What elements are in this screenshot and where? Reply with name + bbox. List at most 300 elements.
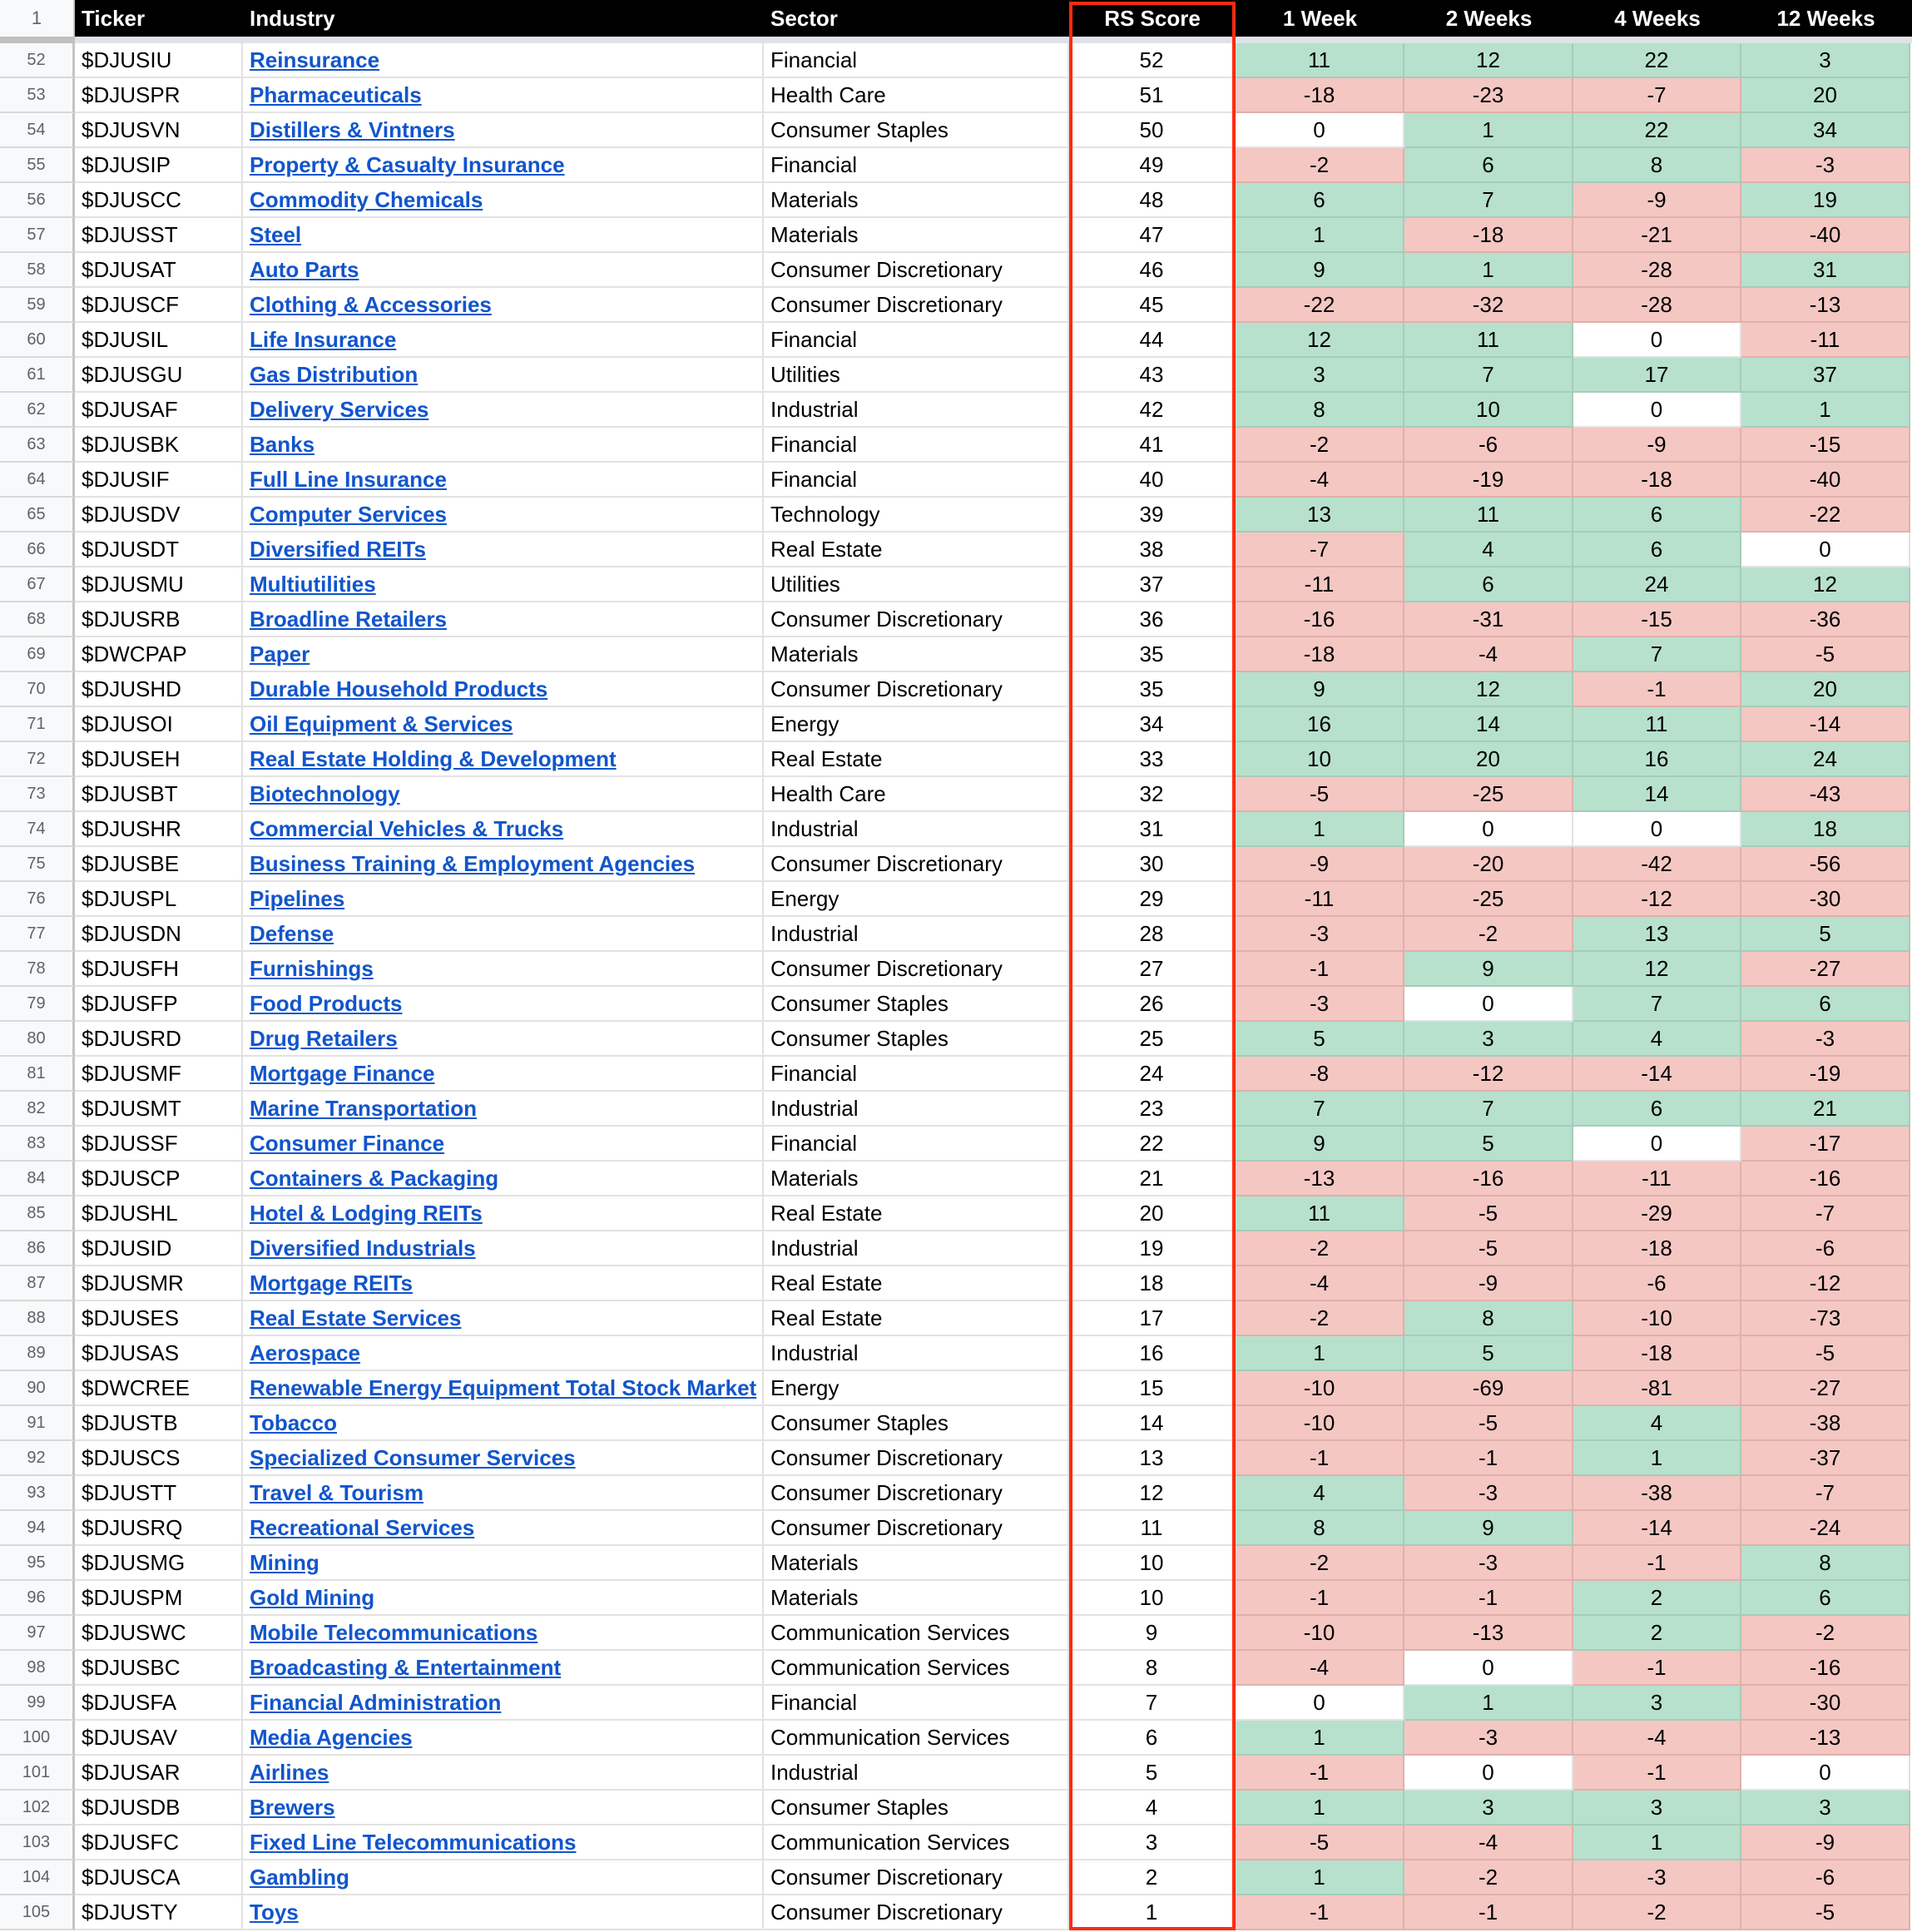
industry-cell[interactable] — [243, 1406, 764, 1441]
ticker-cell[interactable]: $DJUSFA — [75, 1686, 243, 1721]
change-4-weeks-cell[interactable]: -15 — [1573, 602, 1741, 637]
sector-cell[interactable]: Financial — [764, 1057, 1069, 1092]
sector-cell[interactable]: Real Estate — [764, 1301, 1069, 1336]
ticker-cell[interactable]: $DJUSCP — [75, 1162, 243, 1196]
rs-score-cell[interactable]: 38 — [1069, 533, 1236, 567]
ticker-cell[interactable]: $DJUSDV — [75, 498, 243, 533]
industry-cell[interactable] — [243, 777, 764, 812]
sector-cell[interactable]: Consumer Discretionary — [764, 1511, 1069, 1546]
change-4-weeks-cell[interactable]: -42 — [1573, 847, 1741, 882]
rs-score-cell[interactable]: 22 — [1069, 1127, 1236, 1162]
rs-score-cell[interactable]: 31 — [1069, 812, 1236, 847]
change-4-weeks-cell[interactable]: -1 — [1573, 1756, 1741, 1791]
industry-link[interactable]: Mortgage REITs — [250, 1270, 413, 1295]
change-12-weeks-cell[interactable]: -2 — [1741, 1616, 1910, 1651]
rs-score-cell[interactable]: 43 — [1069, 358, 1236, 393]
change-2-weeks-cell[interactable]: -18 — [1404, 218, 1573, 253]
change-2-weeks-cell[interactable]: 3 — [1404, 1022, 1573, 1057]
industry-cell[interactable] — [243, 1756, 764, 1791]
change-1-week-cell[interactable]: 9 — [1236, 672, 1404, 707]
change-4-weeks-cell[interactable]: -18 — [1573, 1231, 1741, 1266]
industry-link[interactable]: Property & Casualty Insurance — [250, 151, 565, 177]
industry-link[interactable]: Gas Distribution — [250, 361, 419, 387]
change-1-week-cell[interactable]: -9 — [1236, 847, 1404, 882]
change-2-weeks-cell[interactable]: 5 — [1404, 1336, 1573, 1371]
industry-link[interactable]: Distillers & Vintners — [250, 116, 455, 142]
change-1-week-cell[interactable]: 7 — [1236, 1092, 1404, 1127]
change-4-weeks-cell[interactable]: 4 — [1573, 1022, 1741, 1057]
change-2-weeks-cell[interactable]: 7 — [1404, 358, 1573, 393]
change-4-weeks-cell[interactable]: 8 — [1573, 148, 1741, 183]
row-number[interactable]: 84 — [0, 1162, 75, 1196]
change-1-week-cell[interactable]: -22 — [1236, 288, 1404, 323]
industry-cell[interactable] — [243, 1231, 764, 1266]
ticker-cell[interactable]: $DJUSFC — [75, 1825, 243, 1860]
sector-cell[interactable]: Utilities — [764, 567, 1069, 602]
change-1-week-cell[interactable]: 6 — [1236, 183, 1404, 218]
ticker-cell[interactable]: $DJUSBK — [75, 428, 243, 463]
change-1-week-cell[interactable]: 11 — [1236, 1196, 1404, 1231]
change-1-week-cell[interactable]: -7 — [1236, 533, 1404, 567]
sector-cell[interactable]: Consumer Discretionary — [764, 1895, 1069, 1930]
sector-cell[interactable]: Communication Services — [764, 1721, 1069, 1756]
change-1-week-cell[interactable]: 9 — [1236, 253, 1404, 288]
ticker-cell[interactable]: $DJUSIP — [75, 148, 243, 183]
change-4-weeks-cell[interactable]: 11 — [1573, 707, 1741, 742]
ticker-cell[interactable]: $DJUSRD — [75, 1022, 243, 1057]
row-number[interactable]: 52 — [0, 43, 75, 78]
column-header-4-weeks[interactable]: 4 Weeks — [1614, 5, 1701, 31]
change-4-weeks-cell[interactable]: 6 — [1573, 1092, 1741, 1127]
change-2-weeks-cell[interactable]: -1 — [1404, 1441, 1573, 1476]
change-1-week-cell[interactable]: -1 — [1236, 1581, 1404, 1616]
change-4-weeks-cell[interactable]: 24 — [1573, 567, 1741, 602]
rs-score-cell[interactable]: 48 — [1069, 183, 1236, 218]
row-number[interactable]: 100 — [0, 1721, 75, 1756]
rs-score-cell[interactable]: 10 — [1069, 1546, 1236, 1581]
change-2-weeks-cell[interactable]: -25 — [1404, 882, 1573, 917]
sector-cell[interactable]: Consumer Staples — [764, 1791, 1069, 1825]
change-1-week-cell[interactable]: -18 — [1236, 78, 1404, 113]
change-1-week-cell[interactable]: -2 — [1236, 1546, 1404, 1581]
ticker-cell[interactable]: $DJUSAT — [75, 253, 243, 288]
change-2-weeks-cell[interactable]: 0 — [1404, 987, 1573, 1022]
ticker-cell[interactable]: $DJUSTB — [75, 1406, 243, 1441]
change-12-weeks-cell[interactable]: 3 — [1741, 1791, 1910, 1825]
change-2-weeks-cell[interactable]: -2 — [1404, 1860, 1573, 1895]
sector-cell[interactable]: Consumer Discretionary — [764, 952, 1069, 987]
change-1-week-cell[interactable]: 1 — [1236, 1791, 1404, 1825]
change-12-weeks-cell[interactable]: -3 — [1741, 1022, 1910, 1057]
change-4-weeks-cell[interactable]: 3 — [1573, 1686, 1741, 1721]
row-number[interactable]: 55 — [0, 148, 75, 183]
rs-score-cell[interactable]: 52 — [1069, 43, 1236, 78]
change-2-weeks-cell[interactable]: 9 — [1404, 952, 1573, 987]
rs-score-cell[interactable]: 32 — [1069, 777, 1236, 812]
industry-cell[interactable] — [243, 1266, 764, 1301]
ticker-cell[interactable]: $DJUSOI — [75, 707, 243, 742]
change-12-weeks-cell[interactable]: -7 — [1741, 1196, 1910, 1231]
row-number[interactable]: 61 — [0, 358, 75, 393]
change-2-weeks-cell[interactable]: -9 — [1404, 1266, 1573, 1301]
change-1-week-cell[interactable]: 1 — [1236, 1860, 1404, 1895]
rs-score-cell[interactable]: 12 — [1069, 1476, 1236, 1511]
change-2-weeks-cell[interactable]: 7 — [1404, 183, 1573, 218]
ticker-cell[interactable]: $DJUSTY — [75, 1895, 243, 1930]
change-2-weeks-cell[interactable]: 20 — [1404, 742, 1573, 777]
change-12-weeks-cell[interactable]: 20 — [1741, 78, 1910, 113]
row-number[interactable]: 93 — [0, 1476, 75, 1511]
industry-cell[interactable] — [243, 707, 764, 742]
industry-cell[interactable] — [243, 847, 764, 882]
change-2-weeks-cell[interactable]: 9 — [1404, 1511, 1573, 1546]
change-1-week-cell[interactable]: -5 — [1236, 777, 1404, 812]
change-1-week-cell[interactable]: 9 — [1236, 1127, 1404, 1162]
industry-cell[interactable] — [243, 148, 764, 183]
row-number[interactable]: 88 — [0, 1301, 75, 1336]
row-number[interactable]: 60 — [0, 323, 75, 358]
change-4-weeks-cell[interactable]: 2 — [1573, 1616, 1741, 1651]
rs-score-cell[interactable]: 49 — [1069, 148, 1236, 183]
industry-cell[interactable] — [243, 1371, 764, 1406]
ticker-cell[interactable]: $DJUSAR — [75, 1756, 243, 1791]
ticker-cell[interactable]: $DJUSSF — [75, 1127, 243, 1162]
rs-score-cell[interactable]: 19 — [1069, 1231, 1236, 1266]
sector-cell[interactable]: Industrial — [764, 917, 1069, 952]
row-number[interactable]: 54 — [0, 113, 75, 148]
change-12-weeks-cell[interactable]: -11 — [1741, 323, 1910, 358]
ticker-cell[interactable]: $DJUSMT — [75, 1092, 243, 1127]
industry-cell[interactable] — [243, 113, 764, 148]
industry-cell[interactable] — [243, 1651, 764, 1686]
change-1-week-cell[interactable]: -18 — [1236, 637, 1404, 672]
change-12-weeks-cell[interactable]: -5 — [1741, 1336, 1910, 1371]
industry-link[interactable]: Broadline Retailers — [250, 606, 447, 632]
sector-cell[interactable]: Consumer Staples — [764, 113, 1069, 148]
rs-score-cell[interactable]: 30 — [1069, 847, 1236, 882]
sector-cell[interactable]: Financial — [764, 43, 1069, 78]
row-number[interactable]: 70 — [0, 672, 75, 707]
industry-cell[interactable] — [243, 602, 764, 637]
column-header-industry[interactable]: Industry — [250, 5, 335, 31]
row-number[interactable]: 69 — [0, 637, 75, 672]
change-2-weeks-cell[interactable]: -20 — [1404, 847, 1573, 882]
industry-cell[interactable] — [243, 1057, 764, 1092]
ticker-cell[interactable]: $DJUSFP — [75, 987, 243, 1022]
industry-cell[interactable] — [243, 987, 764, 1022]
rs-score-cell[interactable]: 39 — [1069, 498, 1236, 533]
change-4-weeks-cell[interactable]: 3 — [1573, 1791, 1741, 1825]
industry-cell[interactable] — [243, 1860, 764, 1895]
ticker-cell[interactable]: $DJUSRQ — [75, 1511, 243, 1546]
rs-score-cell[interactable]: 18 — [1069, 1266, 1236, 1301]
change-12-weeks-cell[interactable]: 37 — [1741, 358, 1910, 393]
change-1-week-cell[interactable]: 5 — [1236, 1022, 1404, 1057]
industry-link[interactable]: Durable Household Products — [250, 676, 548, 701]
industry-link[interactable]: Pipelines — [250, 885, 345, 911]
ticker-cell[interactable]: $DJUSIU — [75, 43, 243, 78]
industry-link[interactable]: Mortgage Finance — [250, 1060, 435, 1086]
industry-cell[interactable] — [243, 358, 764, 393]
rs-score-cell[interactable]: 26 — [1069, 987, 1236, 1022]
industry-link[interactable]: Mining — [250, 1549, 319, 1575]
row-number[interactable]: 89 — [0, 1336, 75, 1371]
rs-score-cell[interactable]: 2 — [1069, 1860, 1236, 1895]
change-2-weeks-cell[interactable]: 8 — [1404, 1301, 1573, 1336]
change-4-weeks-cell[interactable]: -81 — [1573, 1371, 1741, 1406]
change-1-week-cell[interactable]: 8 — [1236, 393, 1404, 428]
ticker-cell[interactable]: $DJUSDN — [75, 917, 243, 952]
row-number[interactable]: 56 — [0, 183, 75, 218]
change-1-week-cell[interactable]: -2 — [1236, 1231, 1404, 1266]
sector-cell[interactable]: Materials — [764, 218, 1069, 253]
industry-link[interactable]: Paper — [250, 641, 310, 666]
sector-cell[interactable]: Real Estate — [764, 533, 1069, 567]
rs-score-cell[interactable]: 47 — [1069, 218, 1236, 253]
sector-cell[interactable]: Consumer Staples — [764, 1406, 1069, 1441]
change-2-weeks-cell[interactable]: -2 — [1404, 917, 1573, 952]
industry-cell[interactable] — [243, 1686, 764, 1721]
industry-link[interactable]: Toys — [250, 1899, 299, 1925]
change-1-week-cell[interactable]: -3 — [1236, 917, 1404, 952]
change-1-week-cell[interactable]: -2 — [1236, 428, 1404, 463]
row-number[interactable]: 92 — [0, 1441, 75, 1476]
change-4-weeks-cell[interactable]: 6 — [1573, 498, 1741, 533]
change-4-weeks-cell[interactable]: -7 — [1573, 78, 1741, 113]
change-2-weeks-cell[interactable]: 7 — [1404, 1092, 1573, 1127]
industry-cell[interactable] — [243, 288, 764, 323]
sector-cell[interactable]: Industrial — [764, 1092, 1069, 1127]
rs-score-cell[interactable]: 41 — [1069, 428, 1236, 463]
industry-cell[interactable] — [243, 1441, 764, 1476]
rs-score-cell[interactable]: 44 — [1069, 323, 1236, 358]
industry-cell[interactable] — [243, 253, 764, 288]
row-number[interactable]: 105 — [0, 1895, 75, 1930]
rs-score-cell[interactable]: 13 — [1069, 1441, 1236, 1476]
industry-link[interactable]: Diversified REITs — [250, 536, 426, 562]
industry-cell[interactable] — [243, 567, 764, 602]
change-2-weeks-cell[interactable]: 11 — [1404, 323, 1573, 358]
change-1-week-cell[interactable]: -4 — [1236, 463, 1404, 498]
ticker-cell[interactable]: $DJUSEH — [75, 742, 243, 777]
change-4-weeks-cell[interactable]: 0 — [1573, 393, 1741, 428]
change-4-weeks-cell[interactable]: 22 — [1573, 43, 1741, 78]
change-1-week-cell[interactable]: -1 — [1236, 1756, 1404, 1791]
ticker-cell[interactable]: $DJUSAS — [75, 1336, 243, 1371]
rs-score-cell[interactable]: 24 — [1069, 1057, 1236, 1092]
change-2-weeks-cell[interactable]: 0 — [1404, 1651, 1573, 1686]
change-2-weeks-cell[interactable]: 10 — [1404, 393, 1573, 428]
change-4-weeks-cell[interactable]: -10 — [1573, 1301, 1741, 1336]
industry-link[interactable]: Life Insurance — [250, 326, 397, 352]
industry-link[interactable]: Real Estate Services — [250, 1305, 462, 1330]
change-1-week-cell[interactable]: -10 — [1236, 1616, 1404, 1651]
ticker-cell[interactable]: $DJUSCC — [75, 183, 243, 218]
ticker-cell[interactable]: $DWCREE — [75, 1371, 243, 1406]
row-number[interactable]: 91 — [0, 1406, 75, 1441]
industry-link[interactable]: Fixed Line Telecommunications — [250, 1829, 577, 1855]
change-4-weeks-cell[interactable]: -1 — [1573, 1651, 1741, 1686]
change-4-weeks-cell[interactable]: -11 — [1573, 1162, 1741, 1196]
change-12-weeks-cell[interactable]: 21 — [1741, 1092, 1910, 1127]
ticker-cell[interactable]: $DJUSBE — [75, 847, 243, 882]
ticker-cell[interactable]: $DJUSES — [75, 1301, 243, 1336]
ticker-cell[interactable]: $DWCPAP — [75, 637, 243, 672]
sector-cell[interactable]: Industrial — [764, 1756, 1069, 1791]
row-number[interactable]: 98 — [0, 1651, 75, 1686]
change-1-week-cell[interactable]: 11 — [1236, 43, 1404, 78]
industry-cell[interactable] — [243, 1196, 764, 1231]
sector-cell[interactable]: Financial — [764, 148, 1069, 183]
change-4-weeks-cell[interactable]: -6 — [1573, 1266, 1741, 1301]
change-12-weeks-cell[interactable]: -38 — [1741, 1406, 1910, 1441]
change-2-weeks-cell[interactable]: 4 — [1404, 533, 1573, 567]
change-12-weeks-cell[interactable]: -19 — [1741, 1057, 1910, 1092]
sector-cell[interactable]: Financial — [764, 1686, 1069, 1721]
row-number[interactable]: 78 — [0, 952, 75, 987]
sector-cell[interactable]: Real Estate — [764, 1196, 1069, 1231]
industry-cell[interactable] — [243, 742, 764, 777]
sector-cell[interactable]: Materials — [764, 1162, 1069, 1196]
change-2-weeks-cell[interactable]: 14 — [1404, 707, 1573, 742]
industry-link[interactable]: Marine Transportation — [250, 1095, 478, 1121]
industry-cell[interactable] — [243, 463, 764, 498]
sector-cell[interactable]: Materials — [764, 637, 1069, 672]
sector-cell[interactable]: Financial — [764, 1127, 1069, 1162]
ticker-cell[interactable]: $DJUSFH — [75, 952, 243, 987]
row-number[interactable]: 75 — [0, 847, 75, 882]
row-number[interactable]: 66 — [0, 533, 75, 567]
sector-cell[interactable]: Communication Services — [764, 1825, 1069, 1860]
industry-link[interactable]: Pharmaceuticals — [250, 82, 422, 107]
rs-score-cell[interactable]: 29 — [1069, 882, 1236, 917]
industry-cell[interactable] — [243, 1825, 764, 1860]
rs-score-cell[interactable]: 10 — [1069, 1581, 1236, 1616]
change-4-weeks-cell[interactable]: 0 — [1573, 1127, 1741, 1162]
industry-cell[interactable] — [243, 1022, 764, 1057]
change-2-weeks-cell[interactable]: 1 — [1404, 113, 1573, 148]
industry-link[interactable]: Specialized Consumer Services — [250, 1444, 576, 1470]
change-12-weeks-cell[interactable]: -40 — [1741, 463, 1910, 498]
change-1-week-cell[interactable]: -16 — [1236, 602, 1404, 637]
ticker-cell[interactable]: $DJUSBC — [75, 1651, 243, 1686]
row-number[interactable]: 82 — [0, 1092, 75, 1127]
row-number[interactable]: 59 — [0, 288, 75, 323]
ticker-cell[interactable]: $DJUSWC — [75, 1616, 243, 1651]
change-1-week-cell[interactable]: -1 — [1236, 952, 1404, 987]
change-2-weeks-cell[interactable]: -4 — [1404, 637, 1573, 672]
change-2-weeks-cell[interactable]: 1 — [1404, 253, 1573, 288]
sector-cell[interactable]: Consumer Discretionary — [764, 1860, 1069, 1895]
change-4-weeks-cell[interactable]: -1 — [1573, 1546, 1741, 1581]
change-12-weeks-cell[interactable]: 20 — [1741, 672, 1910, 707]
change-2-weeks-cell[interactable]: -3 — [1404, 1476, 1573, 1511]
change-12-weeks-cell[interactable]: -14 — [1741, 707, 1910, 742]
change-1-week-cell[interactable]: -10 — [1236, 1371, 1404, 1406]
industry-link[interactable]: Drug Retailers — [250, 1025, 398, 1051]
ticker-cell[interactable]: $DJUSCA — [75, 1860, 243, 1895]
change-4-weeks-cell[interactable]: -3 — [1573, 1860, 1741, 1895]
rs-score-cell[interactable]: 33 — [1069, 742, 1236, 777]
industry-link[interactable]: Gold Mining — [250, 1584, 375, 1610]
rs-score-cell[interactable]: 46 — [1069, 253, 1236, 288]
industry-link[interactable]: Full Line Insurance — [250, 466, 447, 492]
sector-cell[interactable]: Industrial — [764, 393, 1069, 428]
industry-link[interactable]: Aerospace — [250, 1340, 360, 1365]
sector-cell[interactable]: Consumer Staples — [764, 1022, 1069, 1057]
change-2-weeks-cell[interactable]: -32 — [1404, 288, 1573, 323]
industry-cell[interactable] — [243, 1127, 764, 1162]
change-2-weeks-cell[interactable]: -5 — [1404, 1231, 1573, 1266]
column-header-2-weeks[interactable]: 2 Weeks — [1445, 5, 1533, 31]
sector-cell[interactable]: Energy — [764, 1371, 1069, 1406]
change-2-weeks-cell[interactable]: 11 — [1404, 498, 1573, 533]
row-number[interactable]: 62 — [0, 393, 75, 428]
industry-link[interactable]: Food Products — [250, 990, 403, 1016]
change-4-weeks-cell[interactable]: 6 — [1573, 533, 1741, 567]
change-12-weeks-cell[interactable]: -13 — [1741, 1721, 1910, 1756]
industry-cell[interactable] — [243, 1791, 764, 1825]
change-12-weeks-cell[interactable]: -30 — [1741, 882, 1910, 917]
ticker-cell[interactable]: $DJUSRB — [75, 602, 243, 637]
industry-cell[interactable] — [243, 1092, 764, 1127]
change-12-weeks-cell[interactable]: 31 — [1741, 253, 1910, 288]
row-number[interactable]: 103 — [0, 1825, 75, 1860]
ticker-cell[interactable]: $DJUSPR — [75, 78, 243, 113]
change-2-weeks-cell[interactable]: -23 — [1404, 78, 1573, 113]
row-number[interactable]: 71 — [0, 707, 75, 742]
industry-cell[interactable] — [243, 218, 764, 253]
change-12-weeks-cell[interactable]: -73 — [1741, 1301, 1910, 1336]
industry-link[interactable]: Diversified Industrials — [250, 1235, 476, 1261]
industry-link[interactable]: Brewers — [250, 1794, 335, 1820]
change-12-weeks-cell[interactable]: -7 — [1741, 1476, 1910, 1511]
change-2-weeks-cell[interactable]: 3 — [1404, 1791, 1573, 1825]
rs-score-cell[interactable]: 5 — [1069, 1756, 1236, 1791]
ticker-cell[interactable]: $DJUSHD — [75, 672, 243, 707]
industry-cell[interactable] — [243, 1546, 764, 1581]
change-12-weeks-cell[interactable]: -16 — [1741, 1162, 1910, 1196]
ticker-cell[interactable]: $DJUSBT — [75, 777, 243, 812]
sector-cell[interactable]: Consumer Discretionary — [764, 1476, 1069, 1511]
frozen-row-divider[interactable] — [0, 37, 1912, 43]
change-12-weeks-cell[interactable]: 5 — [1741, 917, 1910, 952]
ticker-cell[interactable]: $DJUSIF — [75, 463, 243, 498]
industry-link[interactable]: Mobile Telecommunications — [250, 1619, 538, 1645]
industry-link[interactable]: Consumer Finance — [250, 1130, 445, 1156]
row-number[interactable]: 95 — [0, 1546, 75, 1581]
rs-score-cell[interactable]: 25 — [1069, 1022, 1236, 1057]
change-1-week-cell[interactable]: 3 — [1236, 358, 1404, 393]
industry-link[interactable]: Tobacco — [250, 1409, 337, 1435]
industry-cell[interactable] — [243, 1895, 764, 1930]
row-number[interactable]: 85 — [0, 1196, 75, 1231]
change-2-weeks-cell[interactable]: -5 — [1404, 1196, 1573, 1231]
change-1-week-cell[interactable]: 1 — [1236, 1721, 1404, 1756]
ticker-cell[interactable]: $DJUSDT — [75, 533, 243, 567]
sector-cell[interactable]: Health Care — [764, 78, 1069, 113]
industry-cell[interactable] — [243, 917, 764, 952]
change-4-weeks-cell[interactable]: 14 — [1573, 777, 1741, 812]
industry-cell[interactable] — [243, 183, 764, 218]
sector-cell[interactable]: Materials — [764, 1546, 1069, 1581]
sector-cell[interactable]: Financial — [764, 428, 1069, 463]
change-12-weeks-cell[interactable]: -30 — [1741, 1686, 1910, 1721]
industry-cell[interactable] — [243, 1581, 764, 1616]
rs-score-cell[interactable]: 15 — [1069, 1371, 1236, 1406]
change-12-weeks-cell[interactable]: -36 — [1741, 602, 1910, 637]
sector-cell[interactable]: Industrial — [764, 1336, 1069, 1371]
